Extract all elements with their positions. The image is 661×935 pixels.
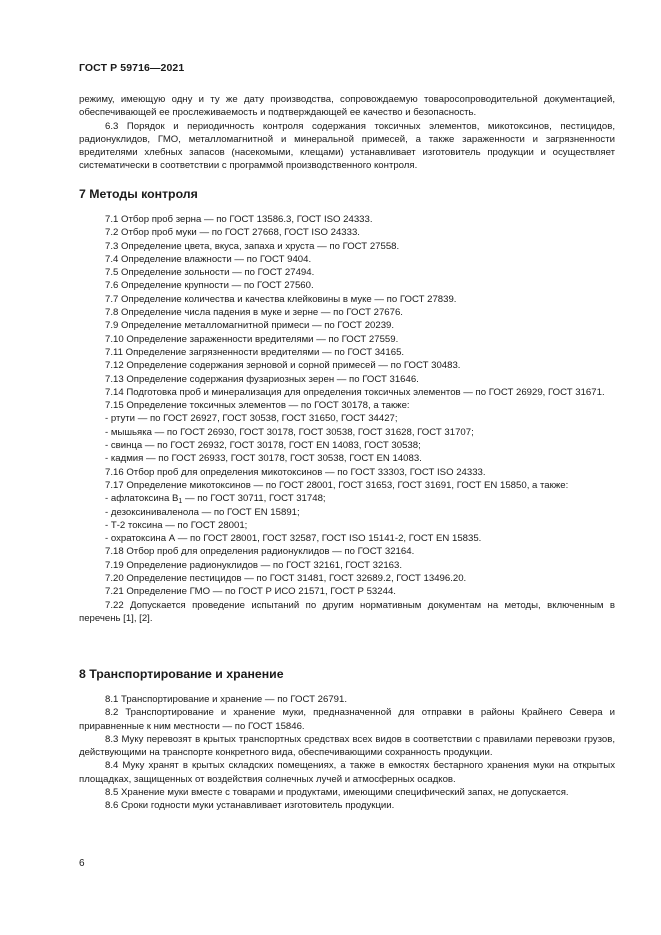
clause-7-8: 7.8 Определение числа падения в муке и зерне — по ГОСТ 27676. (105, 307, 403, 319)
toxic-item-arsenic: - мышьяка — по ГОСТ 26930, ГОСТ 30178, ГОСТ 30538, ГОСТ 31628, ГОСТ 31707; (105, 426, 474, 438)
myco-item-ochratoxin: - охратоксина А — по ГОСТ 28001, ГОСТ 32587, ГОСТ ISO 15141-2, ГОСТ EN 15835. (105, 533, 482, 545)
clause-7-18: 7.18 Отбор проб для определения радионуклидов — по ГОСТ 32164. (105, 546, 415, 558)
section-7-body (79, 213, 615, 625)
clause-7-14: 7.14 Подготовка проб и минерализация для определения токсичных элементов — по ГОСТ 26929, ГОСТ 31671. (105, 386, 605, 398)
section-8-heading: 8 Транспортирование и хранение (79, 667, 284, 681)
section-7-heading: 7 Методы контроля (79, 187, 198, 201)
section-8-body (79, 693, 615, 813)
paragraph-6-3: 6.3 Порядок и периодичность контроля содержания токсичных элементов, микотоксинов, пестицидов, радионуклидов, ГМО, металломагнитной и минеральной примесей, а также зараженности и загрязненности вредителями хлебных запасов (насекомыми, клещами) устанавливает изготовитель продукции и осуществляет систематически в соответствии с программой производственного контроля. (79, 120, 615, 172)
clause-8-4: 8.4 Муку хранят в крытых складских помещениях, а также в емкостях бестарного хранения муки на открытых площадках, защищенных от воздействия солнечных лучей и атмосферных осадков. (79, 760, 615, 785)
clause-7-16: 7.16 Отбор проб для определения микотоксинов — по ГОСТ 33303, ГОСТ ISO 24333. (105, 466, 486, 478)
clause-7-4: 7.4 Определение влажности — по ГОСТ 9404. (105, 253, 312, 265)
clause-7-13: 7.13 Определение содержания фузариозных зерен — по ГОСТ 31646. (105, 373, 419, 385)
clause-8-2: 8.2 Транспортирование и хранение муки, предназначенной для отправки в районы Крайнего Севера и приравненные к ним местности — по ГОСТ 15846. (79, 707, 615, 732)
clause-8-3: 8.3 Муку перевозят в крытых транспортных средствах всех видов в соответствии с правилами перевозки грузов, действующими на транспорте конкретного вида, обеспечивающими сохранность продукции. (79, 733, 615, 759)
clause-7-20: 7.20 Определение пестицидов — по ГОСТ 31481, ГОСТ 32689.2, ГОСТ 13496.20. (105, 573, 467, 585)
clause-7-9: 7.9 Определение металломагнитной примеси — по ГОСТ 20239. (105, 320, 395, 332)
clause-7-6: 7.6 Определение крупности — по ГОСТ 27560. (105, 280, 314, 292)
paragraph-continuation: режиму, имеющую одну и ту же дату производства, сопровождаемую товаросопроводительной документацией, обеспечивающей ее прослеживаемость и подтверждающей ее качество и безопасность. (79, 94, 615, 119)
clause-8-6: 8.6 Сроки годности муки устанавливает изготовитель продукции. (105, 800, 395, 812)
aflatoxin-subscript: 1 (178, 498, 183, 506)
page-number: 6 (79, 858, 85, 869)
clause-7-22: 7.22 Допускается проведение испытаний по другим нормативным документам на методы, включенным в перечень [1], [2]. (79, 599, 615, 624)
toxic-item-cadmium: - кадмия — по ГОСТ 26933, ГОСТ 30178, ГОСТ 30538, ГОСТ EN 14083. (105, 453, 422, 465)
clause-7-17: 7.17 Определение микотоксинов — по ГОСТ 28001, ГОСТ 31653, ГОСТ 31691, ГОСТ EN 15850, а также: (105, 479, 569, 491)
aflatoxin-prefix: - афлатоксина В (105, 493, 179, 505)
clause-7-12: 7.12 Определение содержания зерновой и сорной примесей — по ГОСТ 30483. (105, 360, 461, 372)
aflatoxin-suffix: — по ГОСТ 30711, ГОСТ 31748; (182, 493, 326, 505)
clause-7-7: 7.7 Определение количества и качества клейковины в муке — по ГОСТ 27839. (105, 293, 457, 305)
document-header: ГОСТ Р 59716—2021 (79, 62, 185, 74)
clause-7-11: 7.11 Определение загрязненности вредителями — по ГОСТ 34165. (105, 346, 405, 358)
clause-7-15: 7.15 Определение токсичных элементов — по ГОСТ 30178, а также: (105, 400, 410, 412)
toxic-item-mercury: - ртути — по ГОСТ 26927, ГОСТ 30538, ГОСТ 31650, ГОСТ 34427; (105, 413, 398, 425)
clause-7-19: 7.19 Определение радионуклидов — по ГОСТ 32161, ГОСТ 32163. (105, 559, 402, 571)
clause-7-3: 7.3 Определение цвета, вкуса, запаха и хруста — по ГОСТ 27558. (105, 240, 400, 252)
clause-8-5: 8.5 Хранение муки вместе с товарами и продуктами, имеющими специфический запах, не допускается. (105, 787, 569, 799)
toxic-item-lead: - свинца — по ГОСТ 26932, ГОСТ 30178, ГОСТ EN 14083, ГОСТ 30538; (105, 440, 421, 452)
myco-item-deoxynivalenol: - дезоксиниваленола — по ГОСТ EN 15891; (105, 506, 300, 518)
clause-7-1: 7.1 Отбор проб зерна — по ГОСТ 13586.3, ГОСТ ISO 24333. (105, 214, 373, 225)
clause-7-5: 7.5 Определение зольности — по ГОСТ 27494. (105, 267, 315, 279)
myco-item-t2-toxin: - Т-2 токсина — по ГОСТ 28001; (105, 519, 248, 531)
clause-7-2: 7.2 Отбор проб муки — по ГОСТ 27668, ГОСТ ISO 24333. (105, 227, 360, 239)
myco-item-aflatoxin (79, 492, 615, 505)
intro-text (79, 93, 615, 173)
clause-8-1: 8.1 Транспортирование и хранение — по ГОСТ 26791. (105, 694, 347, 705)
clause-7-21: 7.21 Определение ГМО — по ГОСТ Р ИСО 21571, ГОСТ Р 53244. (105, 586, 396, 598)
clause-7-10: 7.10 Определение зараженности вредителями — по ГОСТ 27559. (105, 333, 399, 345)
